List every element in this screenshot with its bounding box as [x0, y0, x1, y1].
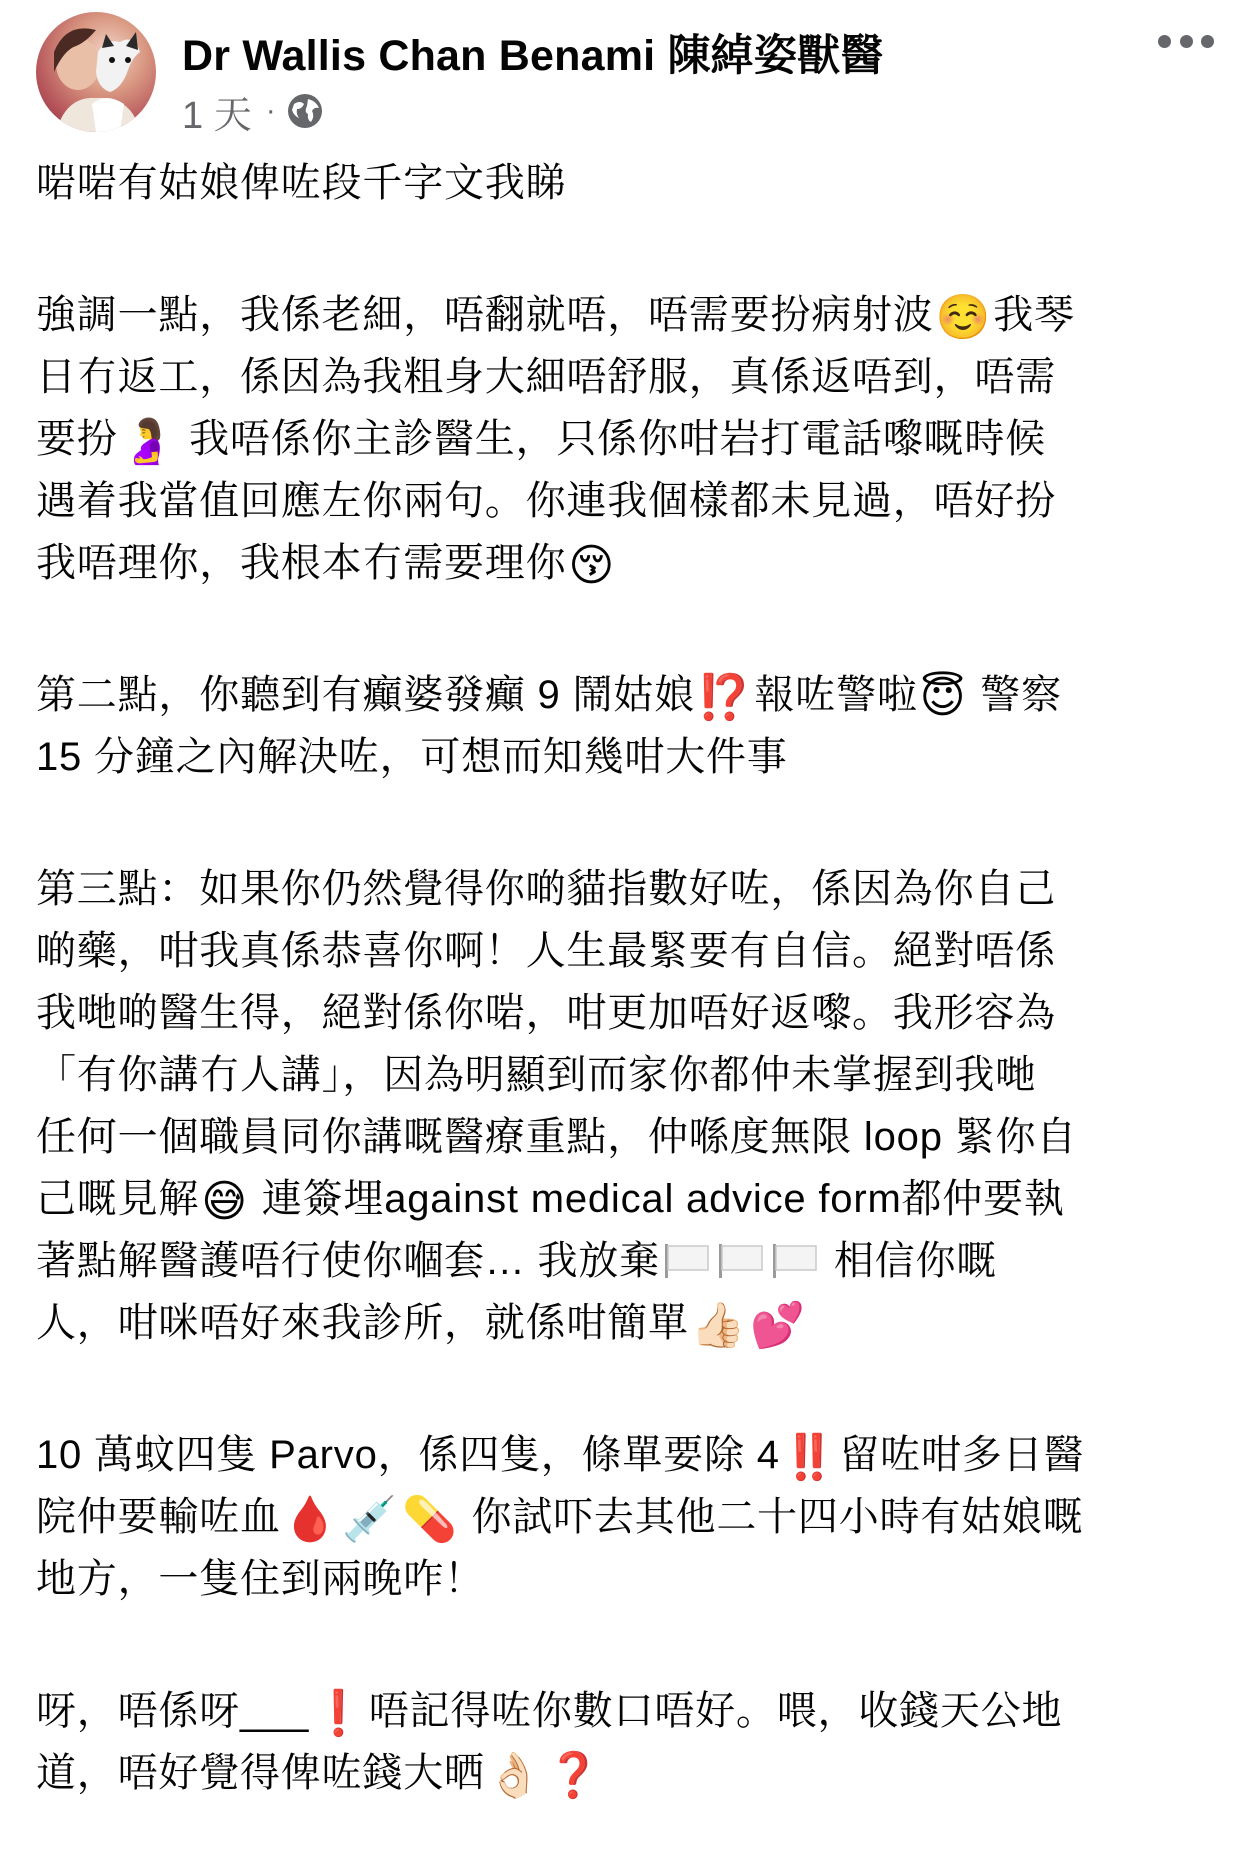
text-line: 遇着我當值回應左你兩句。你連我個樣都未見過，唔好扮: [36, 479, 1056, 523]
text-span: 人，咁咪唔好來我診所，就係咁簡單: [36, 1301, 689, 1345]
kissing-face-icon: 😚: [568, 541, 616, 590]
text-line: 15 分鐘之內解決咗，可想而知幾咁大件事: [36, 735, 788, 779]
halo-face-icon: 😇: [919, 673, 967, 722]
double-exclamation-icon: ‼️: [781, 1433, 838, 1482]
white-flag-icon: [716, 1242, 766, 1280]
text-span: 我唔係你主診醫生，只係你咁岩打電話嚟嘅時候: [189, 417, 1046, 461]
post-header: [0, 0, 1242, 140]
text-span: 唔記得咗你數口唔好。喂，收錢天公地: [368, 1689, 1063, 1733]
text-span: 警察: [980, 673, 1062, 717]
more-options-icon: [1180, 35, 1193, 48]
thumbs-up-icon: 👍🏻: [690, 1301, 747, 1350]
text-line: [36, 408, 1216, 470]
pregnant-woman-icon: 🤰: [119, 417, 176, 466]
paragraph-4: [36, 858, 1216, 1354]
author-name[interactable]: Dr Wallis Chan Benami 陳綽姿獸醫: [182, 32, 884, 80]
text-span: 我琴: [993, 293, 1075, 337]
text-line: 啲藥，咁我真係恭喜你啊！人生最緊要有自信。絕對唔係: [36, 929, 1056, 973]
syringe-icon: 💉: [342, 1495, 398, 1544]
text-line: [36, 1742, 1216, 1804]
text-span: 相信你嘅: [833, 1239, 998, 1283]
text-span: 第二點，你聽到有癲婆發癲 9 鬧姑娘: [36, 673, 695, 717]
post-meta: [182, 86, 324, 136]
paragraph-1: 啱啱有姑娘俾咗段千字文我睇: [36, 161, 567, 205]
pill-icon: 💊: [402, 1495, 458, 1544]
text-line: 我哋啲醫生得，絕對係你啱，咁更加唔好返嚟。我形容為: [36, 991, 1056, 1035]
text-span: 10 萬蚊四隻 Parvo，係四隻，條單要除 4: [36, 1433, 780, 1477]
text-span: 強調一點，我係老細，唔翻就唔，唔需要扮病射波: [36, 293, 934, 337]
more-options-button[interactable]: [1158, 26, 1214, 56]
text-line: 日冇返工，係因為我粗身大細唔舒服，真係返唔到，唔需: [36, 355, 1056, 399]
text-span: 道，唔好覺得俾咗錢大晒: [36, 1751, 485, 1795]
text-line: [36, 1168, 1216, 1230]
sweat-smile-icon: 😅: [201, 1177, 248, 1226]
text-span: 你試吓去其他二十四小時有姑娘嘅: [471, 1495, 1084, 1539]
paragraph-2: [36, 284, 1216, 594]
exclamation-icon: ❗: [311, 1689, 367, 1738]
blood-drop-icon: 🩸: [282, 1495, 339, 1544]
exclamation-question-icon: ⁉️: [696, 673, 753, 722]
white-flag-icon: [770, 1242, 820, 1280]
text-span: 著點解醫護唔行使你嗰套… 我放棄: [36, 1239, 660, 1283]
paragraph-3: [36, 664, 1216, 788]
text-line: 「有你講冇人講」，因為明顯到而家你都仲未掌握到我哋: [36, 1053, 1036, 1097]
more-options-icon: [1158, 35, 1171, 48]
profile-photo-icon: [36, 12, 156, 132]
text-line: [36, 1680, 1216, 1742]
text-line: [36, 284, 1216, 346]
paragraph-6: [36, 1680, 1216, 1804]
more-options-icon: [1201, 35, 1214, 48]
paragraph-5: [36, 1424, 1216, 1610]
text-line: 第三點：如果你仍然覺得你啲貓指數好咗，係因為你自己: [36, 867, 1056, 911]
text-span: 連簽埋against medical advice form都仲要執: [261, 1177, 1065, 1221]
text-span: 我唔理你，我根本冇需要理你: [36, 541, 567, 585]
text-line: [36, 664, 1216, 726]
smiling-face-icon: ☺️: [935, 293, 992, 342]
text-span: 報咗警啦: [754, 673, 918, 717]
text-span: 院仲要輸咗血: [36, 1495, 281, 1539]
text-span: 呀，唔係呀___: [36, 1689, 310, 1733]
white-flag-icon: [662, 1242, 712, 1280]
post-body: [36, 152, 1216, 1804]
text-span: 留咗咁多日醫: [839, 1433, 1085, 1477]
text-span: 己嘅見解: [36, 1177, 200, 1221]
text-line: 任何一個職員同你講嘅醫療重點，仲喺度無限 loop 緊你自: [36, 1115, 1078, 1159]
question-mark-icon: ❓: [546, 1751, 602, 1800]
two-hearts-icon: 💕: [750, 1301, 806, 1350]
globe-icon: [286, 92, 324, 130]
meta-separator: ·: [265, 94, 276, 127]
author-avatar[interactable]: [36, 12, 156, 132]
ok-hand-icon: 👌🏻: [486, 1751, 543, 1800]
post-timestamp[interactable]: 1 天: [182, 94, 252, 137]
text-line: [36, 532, 1216, 594]
text-line: [36, 1486, 1216, 1548]
text-line: 地方，一隻住到兩晚咋！: [36, 1557, 485, 1601]
text-line: [36, 1424, 1216, 1486]
text-line: [36, 1292, 1216, 1354]
text-line: [36, 1230, 1216, 1292]
text-span: 要扮: [36, 417, 118, 461]
